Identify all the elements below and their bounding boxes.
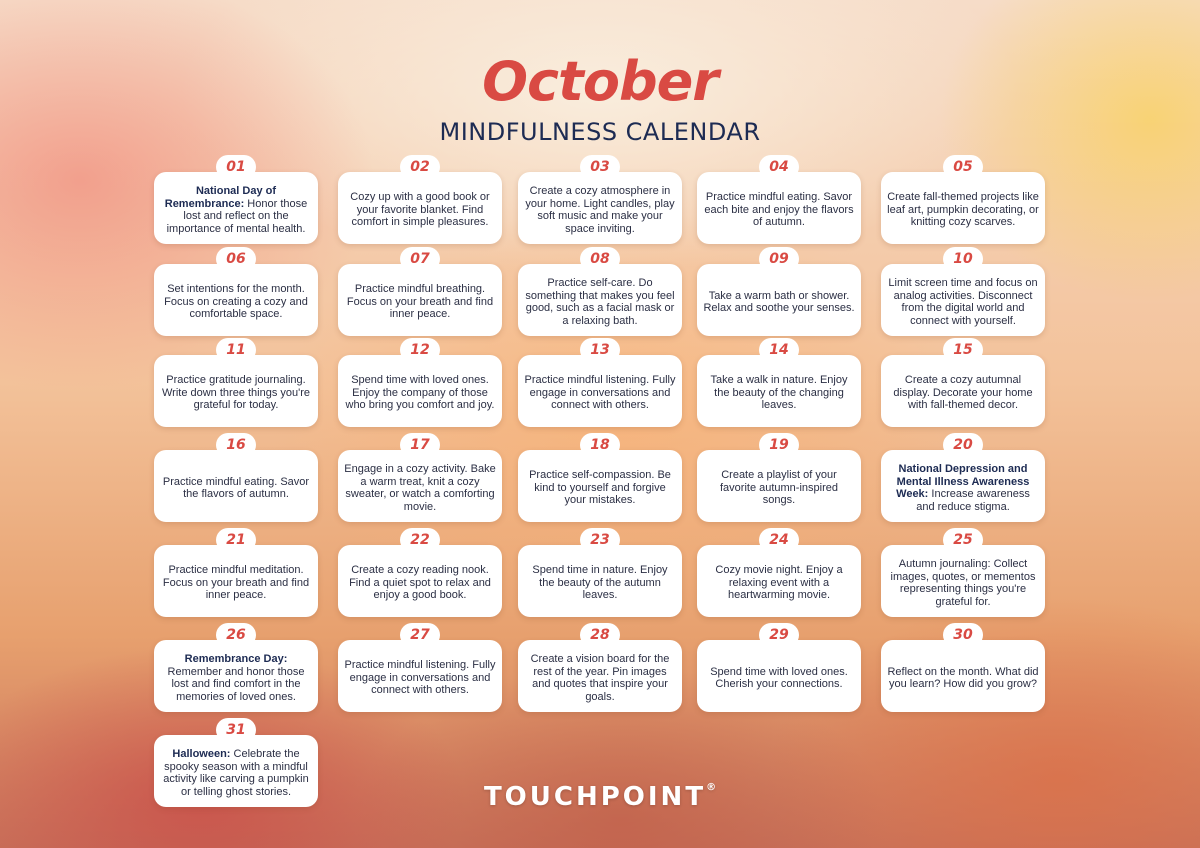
day-activity-description: Honor those lost and reflect on the importance of mental health. (166, 197, 308, 235)
day-card (338, 172, 502, 244)
day-card (518, 640, 682, 712)
day-number-badge: 13 (580, 338, 620, 362)
day-number-badge: 06 (216, 247, 256, 271)
day-activity-description: Take a walk in nature. Enjoy the beauty of the changing leaves. (710, 374, 848, 412)
day-activity-text (524, 374, 676, 412)
day-number-badge: 02 (400, 155, 440, 179)
day-number-badge: 14 (759, 338, 799, 362)
day-activity-text (887, 277, 1039, 327)
day-activity-description: Set intentions for the month. Focus on creating a cozy and comfortable space. (164, 283, 308, 321)
trademark-symbol: ® (706, 782, 717, 793)
day-number-badge: 29 (759, 623, 799, 647)
day-activity-description: Create a vision board for the rest of the year. Pin images and quotes that inspire your goals. (530, 653, 670, 703)
day-activity-description: Create a cozy atmosphere in your home. Light candles, play soft music and make your space inviting. (525, 185, 675, 235)
day-activity-text (887, 191, 1039, 229)
day-activity-text (344, 564, 496, 602)
day-number-badge: 17 (400, 433, 440, 457)
day-activity-description: Practice mindful listening. Fully engage in conversations and connect with others. (524, 374, 676, 412)
logo-text: TOUCHPOINT (483, 782, 707, 812)
day-card (154, 640, 318, 712)
day-activity-description: Cozy up with a good book or your favorite blanket. Find comfort in simple pleasures. (350, 191, 490, 229)
day-card (338, 450, 502, 522)
day-card (338, 264, 502, 336)
day-activity-text (160, 476, 312, 501)
day-card (881, 172, 1045, 244)
day-number-badge: 31 (216, 718, 256, 742)
day-activity-text (887, 558, 1039, 608)
day-number-badge: 09 (759, 247, 799, 271)
day-number-badge: 19 (759, 433, 799, 457)
day-number-badge: 28 (580, 623, 620, 647)
day-card (697, 355, 861, 427)
day-activity-text (703, 374, 855, 412)
day-activity-text (703, 564, 855, 602)
day-number-badge: 08 (580, 247, 620, 271)
day-activity-description: Spend time in nature. Enjoy the beauty of the autumn leaves. (532, 564, 668, 602)
day-number-badge: 25 (943, 528, 983, 552)
day-activity-text (344, 463, 496, 513)
day-card (881, 450, 1045, 522)
day-activity-text (160, 185, 312, 235)
day-observance-title: Halloween: (172, 748, 231, 760)
day-activity-description: Create fall-themed projects like leaf art, pumpkin decorating, or knitting cozy scarves. (887, 191, 1039, 229)
day-activity-text (344, 283, 496, 321)
day-number-badge: 22 (400, 528, 440, 552)
day-activity-text (344, 191, 496, 229)
day-activity-description: Cozy movie night. Enjoy a relaxing event with a heartwarming movie. (715, 564, 843, 602)
touchpoint-logo (0, 782, 1200, 812)
day-card (154, 264, 318, 336)
day-activity-description: Practice mindful meditation. Focus on your breath and find inner peace. (162, 564, 310, 602)
day-activity-text (887, 463, 1039, 513)
day-number-badge: 01 (216, 155, 256, 179)
day-card (338, 355, 502, 427)
day-activity-description: Reflect on the month. What did you learn? How did you grow? (887, 665, 1039, 690)
day-activity-text (160, 283, 312, 321)
day-activity-text (703, 290, 855, 315)
day-card (518, 172, 682, 244)
day-number-badge: 21 (216, 528, 256, 552)
day-activity-text (160, 374, 312, 412)
day-card (881, 264, 1045, 336)
page-subtitle: MINDFULNESS CALENDAR (439, 118, 761, 146)
day-card (881, 545, 1045, 617)
day-activity-text (524, 653, 676, 703)
day-activity-text (524, 564, 676, 602)
day-card (154, 450, 318, 522)
day-card (154, 355, 318, 427)
day-activity-text (524, 469, 676, 507)
day-number-badge: 16 (216, 433, 256, 457)
day-activity-description: Practice mindful breathing. Focus on your breath and find inner peace. (346, 283, 494, 321)
day-card (518, 450, 682, 522)
day-activity-description: Limit screen time and focus on analog activities. Disconnect from the digital world and connect with yourself. (888, 277, 1038, 327)
day-card (881, 355, 1045, 427)
day-activity-description: Practice self-compassion. Be kind to yourself and forgive your mistakes. (529, 469, 671, 507)
day-number-badge: 26 (216, 623, 256, 647)
day-activity-description: Increase awareness and reduce stigma. (916, 488, 1030, 513)
day-activity-text (160, 564, 312, 602)
day-activity-text (160, 653, 312, 703)
day-activity-description: Create a cozy reading nook. Find a quiet spot to relax and enjoy a good book. (349, 564, 491, 602)
day-activity-text (703, 469, 855, 507)
page-title: October (482, 50, 718, 113)
day-activity-description: Create a cozy autumnal display. Decorate your home with fall-themed decor. (893, 374, 1033, 412)
day-number-badge: 05 (943, 155, 983, 179)
day-observance-title: National Depression and Mental Illness Awareness Week: (896, 463, 1030, 500)
day-activity-description: Spend time with loved ones. Enjoy the company of those who bring you comfort and joy. (345, 374, 495, 412)
day-activity-text (887, 666, 1039, 691)
day-activity-text (524, 185, 676, 235)
day-number-badge: 27 (400, 623, 440, 647)
day-card (518, 264, 682, 336)
day-activity-text (887, 374, 1039, 412)
day-observance-title: National Day of Remembrance: (164, 185, 277, 210)
day-activity-description: Practice mindful eating. Savor each bite and enjoy the flavors of autumn. (704, 191, 854, 229)
day-card (697, 264, 861, 336)
day-activity-description: Celebrate the spooky season with a mindful activity like carving a pumpkin or telling ghost stories. (163, 748, 309, 798)
day-card (697, 640, 861, 712)
day-number-badge: 07 (400, 247, 440, 271)
day-number-badge: 24 (759, 528, 799, 552)
day-activity-description: Practice mindful listening. Fully engage in conversations and connect with others. (344, 659, 496, 697)
day-number-badge: 03 (580, 155, 620, 179)
day-card (697, 450, 861, 522)
day-card (154, 172, 318, 244)
day-card (518, 355, 682, 427)
day-card (697, 545, 861, 617)
day-activity-text (524, 277, 676, 327)
day-activity-description: Remember and honor those lost and find comfort in the memories of loved ones. (167, 665, 305, 703)
day-number-badge: 11 (216, 338, 256, 362)
day-activity-description: Engage in a cozy activity. Bake a warm treat, knit a cozy sweater, or watch a comforting movie. (344, 463, 496, 513)
day-card (338, 545, 502, 617)
day-activity-description: Create a playlist of your favorite autumn-inspired songs. (719, 469, 838, 507)
day-activity-text (344, 374, 496, 412)
day-number-badge: 20 (943, 433, 983, 457)
day-number-badge: 15 (943, 338, 983, 362)
day-number-badge: 18 (580, 433, 620, 457)
day-activity-text (703, 191, 855, 229)
day-activity-description: Practice gratitude journaling. Write down three things you're grateful for today. (161, 374, 311, 412)
day-number-badge: 04 (759, 155, 799, 179)
day-activity-description: Take a warm bath or shower. Relax and soothe your senses. (703, 289, 855, 314)
day-number-badge: 12 (400, 338, 440, 362)
day-activity-description: Autumn journaling: Collect images, quotes, or mementos representing things you're grateful for. (890, 558, 1036, 608)
day-number-badge: 30 (943, 623, 983, 647)
day-card (881, 640, 1045, 712)
day-number-badge: 23 (580, 528, 620, 552)
day-activity-description: Practice self-care. Do something that makes you feel good, such as a facial mask or a relaxing bath. (525, 277, 675, 327)
day-activity-description: Spend time with loved ones. Cherish your connections. (710, 665, 848, 690)
day-observance-title: Remembrance Day: (184, 653, 288, 665)
day-card (154, 545, 318, 617)
day-activity-description: Practice mindful eating. Savor the flavors of autumn. (162, 475, 310, 500)
day-activity-text (703, 666, 855, 691)
day-card (697, 172, 861, 244)
day-card (338, 640, 502, 712)
day-number-badge: 10 (943, 247, 983, 271)
day-activity-text (344, 659, 496, 697)
day-card (518, 545, 682, 617)
